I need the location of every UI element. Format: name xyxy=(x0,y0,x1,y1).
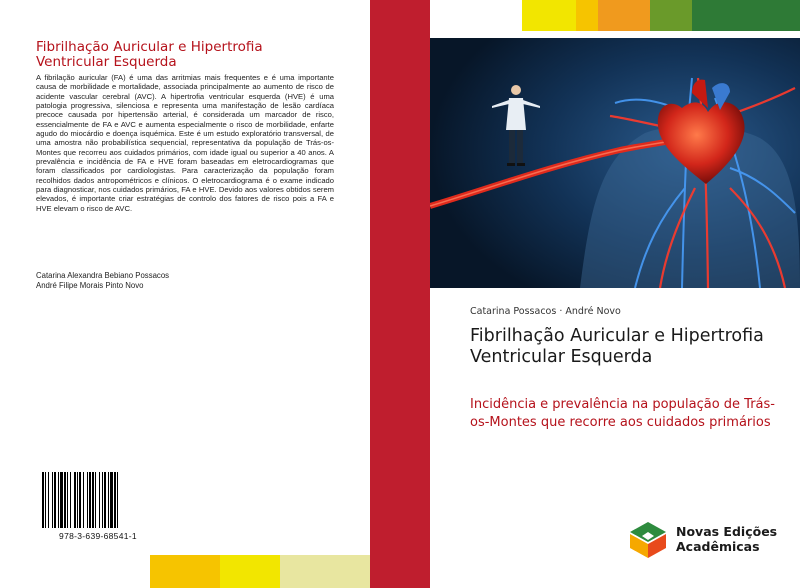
barcode-bar xyxy=(67,472,68,528)
barcode-bar xyxy=(83,472,84,528)
front-cover xyxy=(430,0,800,588)
barcode-bar xyxy=(52,472,53,528)
barcode-bar xyxy=(114,472,116,528)
barcode-bar xyxy=(54,472,56,528)
barcode-bar xyxy=(102,472,103,528)
barcode-bar xyxy=(48,472,49,528)
spine xyxy=(370,0,430,588)
barcode-bar xyxy=(42,472,44,528)
front-authors: Catarina Possacos · André Novo xyxy=(470,306,621,317)
barcode-bar xyxy=(89,472,91,528)
barcode-bar xyxy=(95,472,96,528)
barcode-bar xyxy=(79,472,81,528)
front-title: Fibrilhação Auricular e Hipertrofia Ventricular Esquerda xyxy=(470,326,764,367)
heart-illustration xyxy=(430,38,800,288)
publisher-name: Novas Edições Acadêmicas xyxy=(676,524,778,554)
barcode xyxy=(40,472,156,530)
front-subtitle: Incidência e prevalência na população de Trás-os-Montes que recorre aos cuidados primários xyxy=(470,397,775,430)
barcode-bar xyxy=(45,472,46,528)
barcode-bar xyxy=(108,472,109,528)
barcode-bar xyxy=(92,472,94,528)
barcode-bar xyxy=(60,472,63,528)
isbn-number: 978-3-639-68541-1 xyxy=(59,531,137,541)
barcode-bar xyxy=(70,472,71,528)
barcode-bar xyxy=(87,472,88,528)
barcode-box xyxy=(36,468,160,542)
back-cover xyxy=(0,0,370,588)
barcode-bar xyxy=(110,472,113,528)
publisher-block xyxy=(628,520,798,560)
back-author-1: Catarina Alexandra Bebiano Possacos xyxy=(36,271,170,280)
publisher-logo-icon xyxy=(628,522,668,558)
back-author-2: André Filipe Morais Pinto Novo xyxy=(36,281,144,290)
barcode-bar xyxy=(117,472,118,528)
barcode-bar xyxy=(104,472,106,528)
barcode-bar xyxy=(99,472,100,528)
back-authors xyxy=(36,271,169,291)
barcode-bar xyxy=(77,472,78,528)
barcode-bar xyxy=(58,472,59,528)
barcode-bar xyxy=(64,472,66,528)
back-blurb: A fibrilação auricular (FA) é uma das arritmias mais frequentes e é uma importante causa de morbilidade e mortalidade, associada principalmente ao aumento de risco de acidente vascular cerebral (AVC). A hipertrofia ventricular esquerda (HVE) é uma patologia progressiva, silenciosa e representa uma manifestação de lesão cardíaca precoce causada por hipertensão arterial, é considerada um marcador de risco, essencialmente de FA e AVC e aumenta especialmente o risco de morbilidade, enfarte agudo do miocárdio e doença isquémica. Este é um estudo exploratório transversal, de uma amostra não probabilística sequencial, representativa da população de Trás-os-Montes que recorreu aos cuidados primários, com idade igual ou superior a 40 anos. A prevalência e incidência de FA e HVE foram baseadas em eletrocardiogramas que foram classificados por cardiologistas. Para caracterização da população foram recolhidos dados antropométricos e clínicos. O eletrocardiograma é o exame indicado para diagnosticar, nos cuidados primários, FA e HVE. Devido aos valores obtidos serem elevados, é importante criar estratégias de controlo dos fatores de risco pois a FA e HVE elevam o risco de AVC. xyxy=(36,73,334,213)
footer-color-strip xyxy=(0,555,370,588)
barcode-bar xyxy=(74,472,76,528)
back-title: Fibrilhação Auricular e Hipertrofia Ventricular Esquerda xyxy=(36,39,263,70)
top-color-strip xyxy=(430,0,800,31)
